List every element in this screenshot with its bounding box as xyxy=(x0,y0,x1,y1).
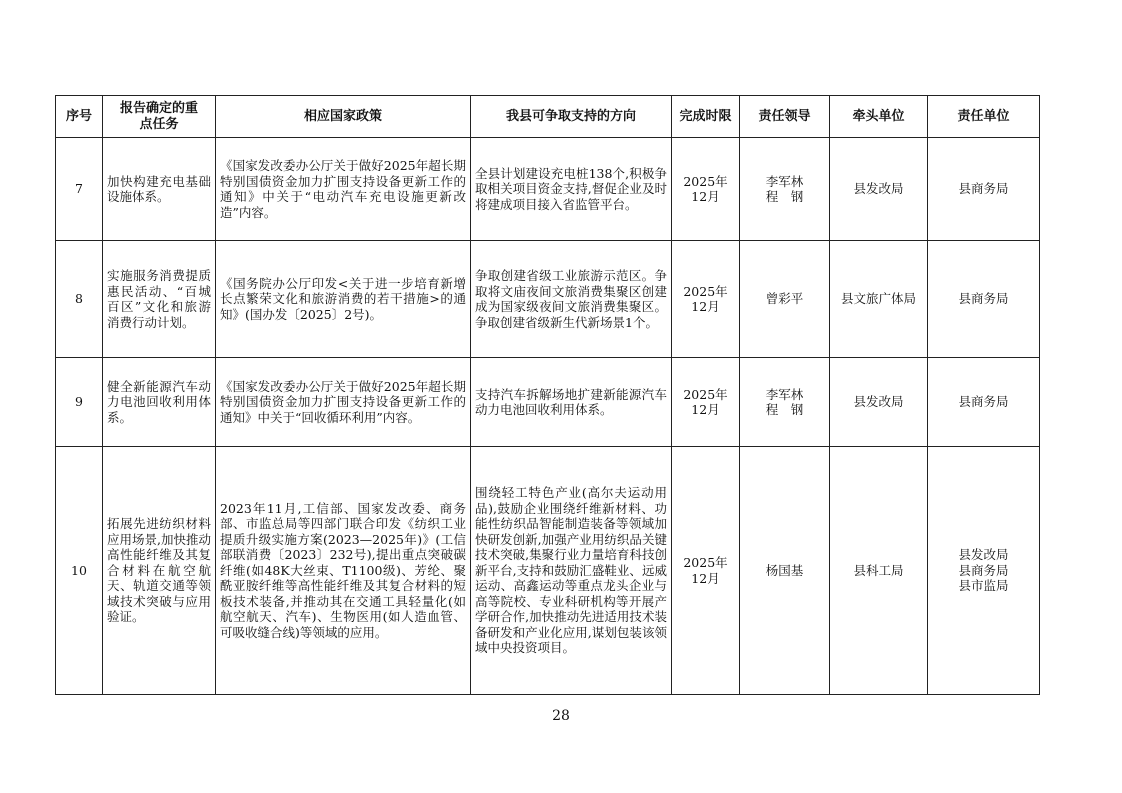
row-no: 7 xyxy=(56,138,103,241)
row-no: 9 xyxy=(56,358,103,447)
policy-task-table xyxy=(55,95,1040,695)
row-leader xyxy=(740,358,830,447)
row-leader xyxy=(740,241,830,358)
row-lead-unit: 县文旅广体局 xyxy=(830,241,928,358)
table-header-row xyxy=(56,96,1040,138)
row-task: 拓展先进纺织材料应用场景,加快推动高性能纤维及其复合材料在航空航天、轨道交通等领域技术突破与应用验证。 xyxy=(103,447,216,695)
row-direction: 全县计划建设充电桩138个,积极争取相关项目资金支持,督促企业及时将建成项目接入省监管平台。 xyxy=(471,138,672,241)
header-lead-unit: 牵头单位 xyxy=(830,96,928,138)
row-task: 加快构建充电基础设施体系。 xyxy=(103,138,216,241)
row-direction: 支持汽车拆解场地扩建新能源汽车动力电池回收利用体系。 xyxy=(471,358,672,447)
row-direction: 围绕轻工特色产业(高尔夫运动用品),鼓励企业围绕纤维新材料、功能性纺织品智能制造装备等领域加快研发创新,加强产业用纺织品关键技术突破,集聚行业力量培育科技创新平台,支持和鼓励汇盛鞋业、远威运动、高鑫运动等重点龙头企业与高等院校、专业科研机构等开展产学研合作,加快推动先进适用技术装备研发和产业化应用,谋划包装该领域中央投资项目。 xyxy=(471,447,672,695)
table-row xyxy=(56,138,1040,241)
deadline-year: 2025年 xyxy=(683,173,728,189)
row-no: 10 xyxy=(56,447,103,695)
row-lead-unit: 县发改局 xyxy=(830,358,928,447)
table-row xyxy=(56,447,1040,695)
resp-unit-name: 县商务局 xyxy=(958,181,1009,197)
leader-name: 李军林 xyxy=(765,173,804,189)
header-leader: 责任领导 xyxy=(740,96,830,138)
deadline-year: 2025年 xyxy=(683,283,728,299)
row-resp-unit xyxy=(928,138,1040,241)
header-no: 序号 xyxy=(56,96,103,138)
row-policy: 《国务院办公厅印发<关于进一步培育新增长点繁荣文化和旅游消费的若干措施>的通知》(国办发〔2025〕2号)。 xyxy=(216,241,471,358)
deadline-month: 12月 xyxy=(691,299,720,314)
deadline-month: 12月 xyxy=(691,189,720,204)
row-deadline xyxy=(672,241,740,358)
row-lead-unit: 县科工局 xyxy=(830,447,928,695)
row-lead-unit: 县发改局 xyxy=(830,138,928,241)
leader-name: 李军林 xyxy=(765,386,804,402)
header-deadline: 完成时限 xyxy=(672,96,740,138)
resp-unit-name: 县发改局 xyxy=(958,547,1009,563)
leader-name: 程 钢 xyxy=(765,402,804,417)
header-direction: 我县可争取支持的方向 xyxy=(471,96,672,138)
deadline-month: 12月 xyxy=(691,402,720,417)
row-deadline xyxy=(672,138,740,241)
leader-name: 杨国基 xyxy=(765,562,804,578)
resp-unit-name: 县商务局 xyxy=(958,291,1009,307)
header-resp-unit: 责任单位 xyxy=(928,96,1040,138)
leader-name: 曾彩平 xyxy=(765,291,804,307)
row-deadline xyxy=(672,358,740,447)
resp-unit-name: 县商务局 xyxy=(958,394,1009,410)
row-policy: 《国家发改委办公厅关于做好2025年超长期特别国债资金加力扩围支持设备更新工作的通知》中关于“回收循环利用”内容。 xyxy=(216,358,471,447)
deadline-year: 2025年 xyxy=(683,555,728,570)
row-leader xyxy=(740,138,830,241)
leader-name: 程 钢 xyxy=(765,189,804,204)
resp-unit-name: 县市监局 xyxy=(958,578,1009,594)
row-leader xyxy=(740,447,830,695)
row-policy: 2023年11月,工信部、国家发改委、商务部、市监总局等四部门联合印发《纺织工业提质升级实施方案(2023—2025年)》(工信部联消费〔2023〕232号),提出重点突破碳纤维(如48K大丝束、T1100级)、芳纶、聚酰亚胺纤维等高性能纤维及其复合材料的短板技术装备,并推动其在交通工具轻量化(如航空航天、汽车)、生物医用(如人造血管、可吸收缝合线)等领域的应用。 xyxy=(216,447,471,695)
row-deadline xyxy=(672,447,740,695)
header-task: 报告确定的重点任务 xyxy=(103,96,216,138)
row-no: 8 xyxy=(56,241,103,358)
table-row xyxy=(56,241,1040,358)
resp-unit-name: 县商务局 xyxy=(958,562,1009,578)
row-resp-unit xyxy=(928,241,1040,358)
row-resp-unit xyxy=(928,358,1040,447)
row-policy: 《国家发改委办公厅关于做好2025年超长期特别国债资金加力扩围支持设备更新工作的通知》中关于“电动汽车充电设施更新改造”内容。 xyxy=(216,138,471,241)
row-resp-unit xyxy=(928,447,1040,695)
table-row xyxy=(56,358,1040,447)
deadline-month: 12月 xyxy=(691,570,720,586)
deadline-year: 2025年 xyxy=(683,386,728,402)
page-number: 28 xyxy=(552,708,570,724)
row-task: 实施服务消费提质惠民活动、“百城百区”文化和旅游消费行动计划。 xyxy=(103,241,216,358)
header-policy: 相应国家政策 xyxy=(216,96,471,138)
row-direction: 争取创建省级工业旅游示范区。争取将文庙夜间文旅消费集聚区创建成为国家级夜间文旅消费集聚区。争取创建省级新生代新场景1个。 xyxy=(471,241,672,358)
row-task: 健全新能源汽车动力电池回收利用体系。 xyxy=(103,358,216,447)
